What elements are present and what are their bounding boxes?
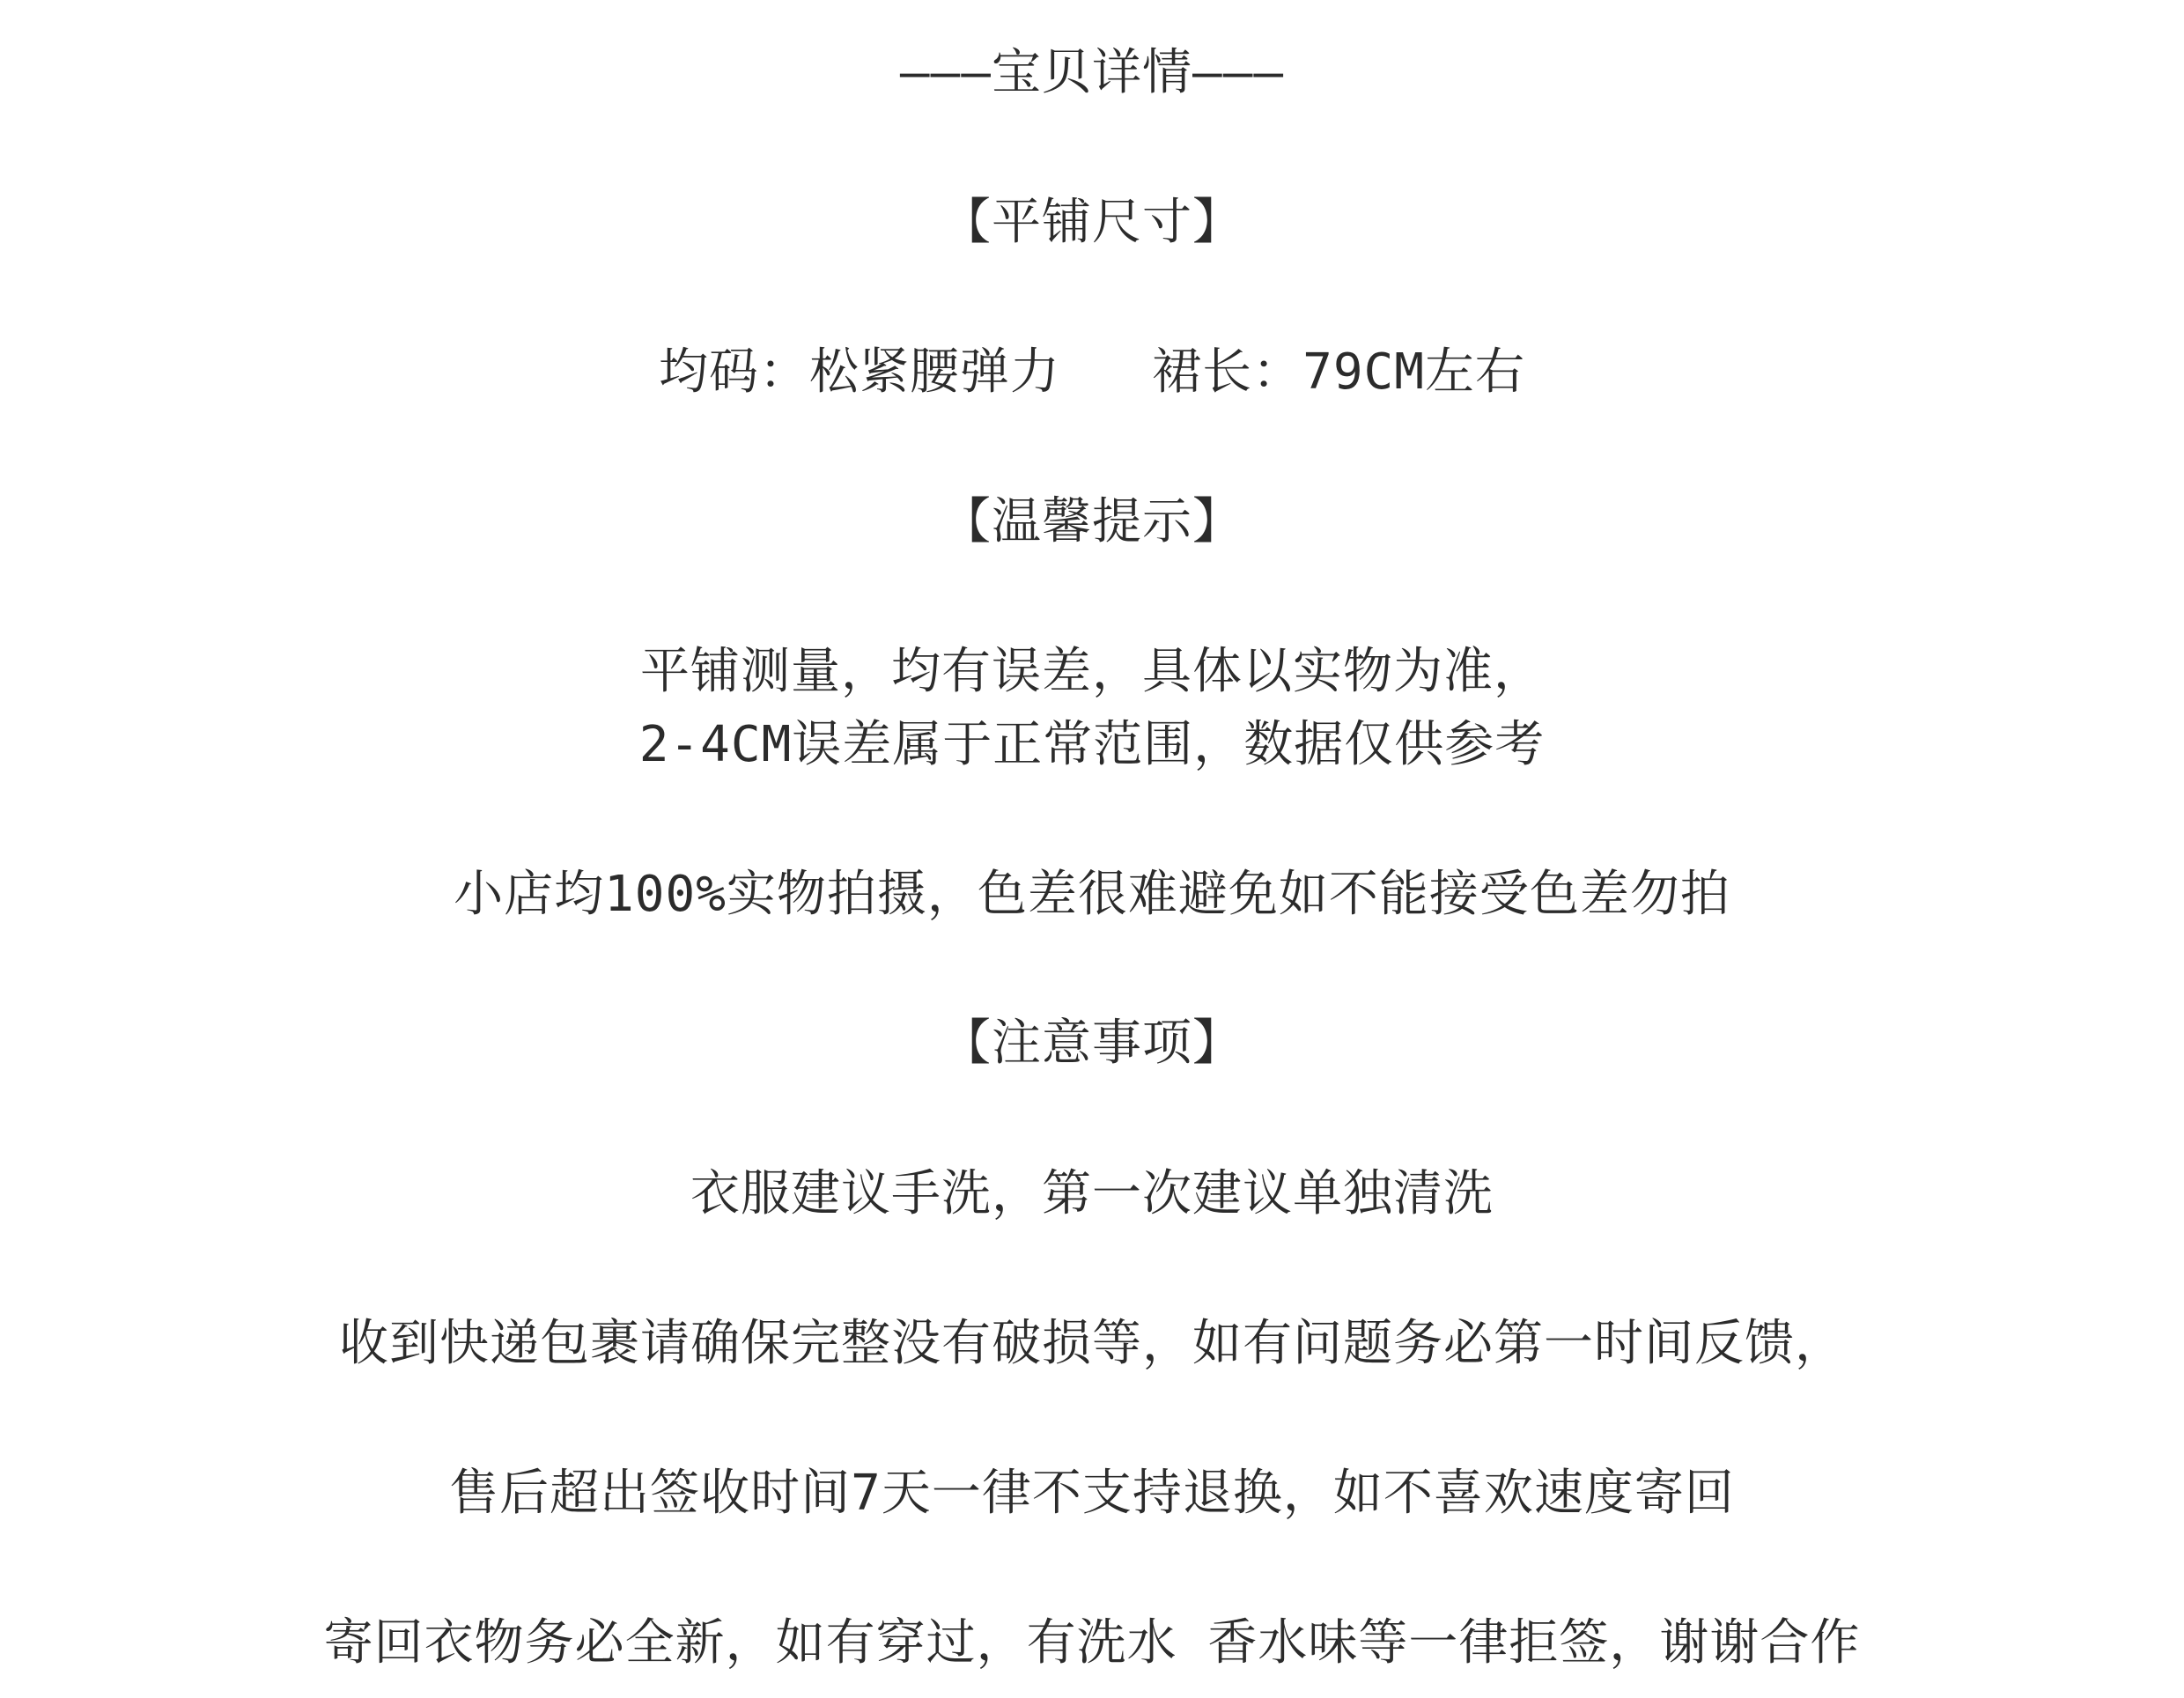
notes-heading: 【注意事项】	[941, 1015, 1243, 1072]
size-heading: 【平铺尺寸】	[941, 194, 1243, 251]
size-line: 均码：松紧腰弹力 裙长：79CM左右	[658, 343, 1525, 401]
notes-line-1: 衣服建议手洗，第一次建议单独清洗	[690, 1165, 1494, 1222]
tips-heading: 【温馨提示】	[941, 493, 1243, 550]
tips-line-2: 2-4CM误差属于正常范围，数据仅供参考	[638, 716, 1546, 773]
product-details-title: ———宝贝详情———	[899, 44, 1285, 101]
tips-line-1: 平铺测量，均有误差，具体以实物为准，	[640, 643, 1544, 700]
notes-line-2: 收到快递包裹请确保完整没有破损等，如有问题务必第一时间反馈，	[339, 1315, 1845, 1372]
tips-line-3: 小店均100%实物拍摄，色差很难避免如不能接受色差勿拍	[454, 866, 1730, 923]
notes-line-4: 寄回衣物务必全新，如有穿过，有洗水 香水味等一律拒签，谢谢合作	[323, 1614, 1861, 1672]
notes-line-3: 售后超出签收时间7天一律不支持退换，如不喜欢速度寄回	[449, 1465, 1735, 1522]
